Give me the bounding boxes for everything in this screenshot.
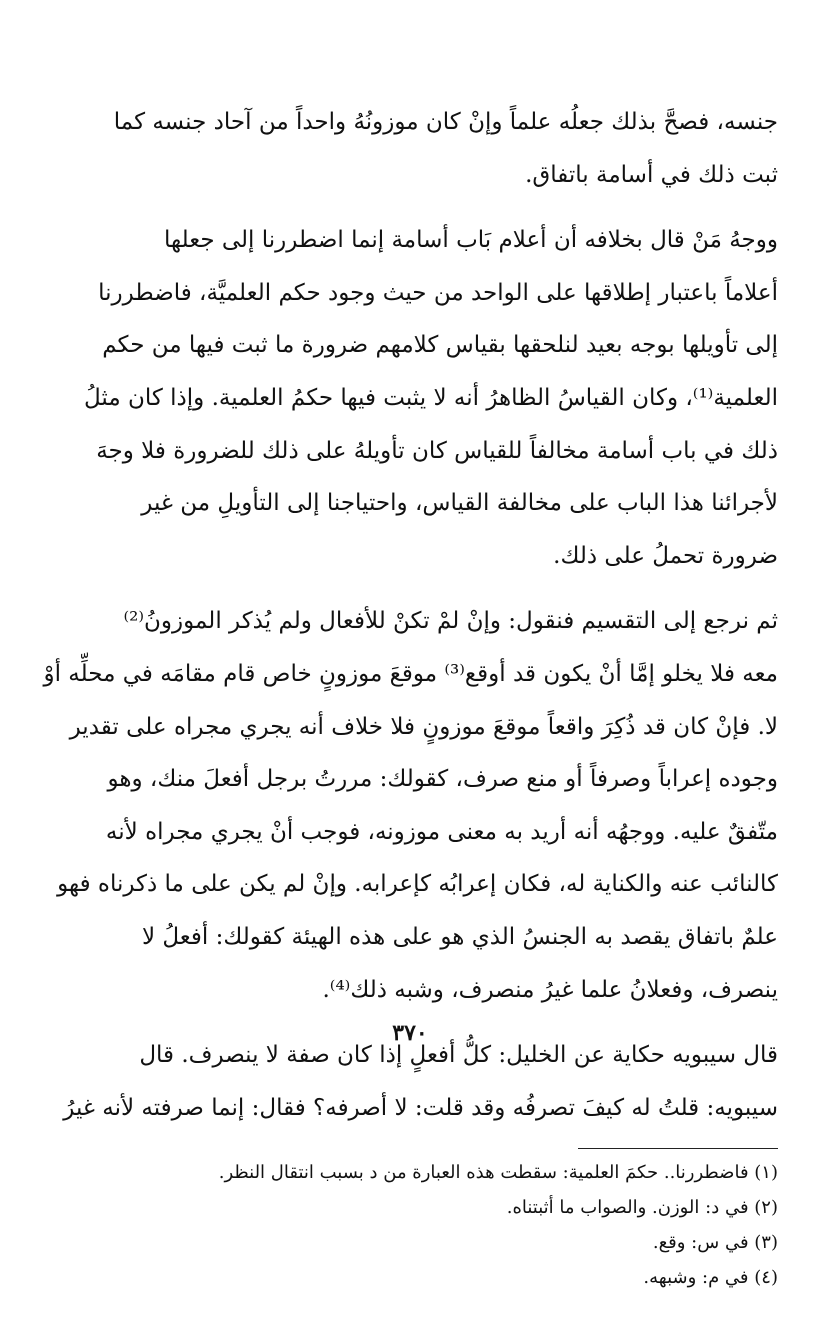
text-line: ثم نرجع إلى التقسيم فنقول: وإنْ لمْ تكنْ للأفعال ولم يُذكر الموزونُ⁽²⁾	[123, 608, 778, 635]
page-number: ٣٧٠	[392, 1020, 428, 1046]
footnotes	[42, 1155, 778, 1295]
text-line: ينصرف، وفعلانُ علما غيرُ منصرف، وشبه ذلك⁽⁴⁾.	[322, 976, 778, 1003]
body-text	[42, 96, 778, 1134]
text-line: جنسه، فصحَّ بذلك جعلُه علماً وإنْ كان موزونُهُ واحداً من آحاد جنسه كما	[113, 109, 778, 135]
text-line: أعلاماً باعتبار إطلاقها على الواحد من حيث وجود حكم العلميَّة، فاضطررنا	[98, 279, 778, 306]
text-line: لا. فإنْ كان قد ذُكِرَ واقعاً موقعَ موزونٍ فلا خلاف أنه يجري مجراه على تقدير	[69, 713, 778, 740]
footnote: (١) فاضطررنا.. حكمَ العلمية: سقطت هذه العبارة من د بسبب انتقال النظر.	[218, 1162, 778, 1184]
text-line: ضرورة تحملُ على ذلك.	[553, 542, 778, 569]
text-line: وجوده إعراباً وصرفاً أو منع صرف، كقولك: مررتُ برجل أفعلَ منك، وهو	[107, 766, 778, 793]
text-line: علمٌ باتفاق يقصد به الجنسُ الذي هو على هذه الهيئة كقولك: أفعلُ لا	[141, 923, 778, 950]
text-line: إلى تأويلها بوجه بعيد لنلحقها بقياس كلامهم ضرورة ما ثبت فيها من حكم	[102, 332, 778, 359]
text-line: ثبت ذلك في أسامة باتفاق.	[525, 161, 778, 188]
text-line: لأجرائنا هذا الباب على مخالفة القياس، واحتياجنا إلى التأويلِ من غير	[141, 490, 778, 517]
footnote: (٢) في د: الوزن. والصواب ما أثبتناه.	[506, 1197, 778, 1219]
paragraph	[42, 595, 778, 1016]
footnote-separator	[578, 1148, 778, 1149]
text-line: معه فلا يخلو إمَّا أنْ يكون قد أوقع⁽³⁾ موقعَ موزونٍ خاص قام مقامَه في محلِّه أوْ	[43, 660, 778, 687]
text-line: قال سيبويه حكاية عن الخليل: كلُّ أفعلٍ إذا كان صفة لا ينصرف. قال	[139, 1042, 778, 1069]
paragraph	[42, 214, 778, 582]
text-line: سيبويه: قلتُ له كيفَ تصرفُه وقد قلت: لا أصرفه؟ فقال: إنما صرفته لأنه غيرُ	[63, 1094, 778, 1121]
text-line: العلمية⁽¹⁾، وكان القياسُ الظاهرُ أنه لا يثبت فيها حكمُ العلمية. وإذا كان مثلُ	[84, 384, 778, 411]
text-line: ذلك في باب أسامة مخالفاً للقياس كان تأويلهُ على ذلك للضرورة فلا وجهَ	[96, 437, 778, 464]
paragraph	[42, 96, 778, 201]
text-line: كالنائب عنه والكناية له، فكان إعرابُه كإعرابه. وإنْ لم يكن على ما ذكرناه فهو	[57, 871, 778, 898]
text-line: ووجهُ مَنْ قال بخلافه أن أعلام بَاب أسامة إنما اضطررنا إلى جعلها	[164, 227, 778, 254]
footnote: (٣) في س: وقع.	[652, 1232, 778, 1254]
footnote: (٤) في م: وشبهه.	[643, 1267, 778, 1289]
text-line: متّفقٌ عليه. ووجهُه أنه أريد به معنى موزونه، فوجب أنْ يجري مجراه لأنه	[105, 818, 778, 845]
